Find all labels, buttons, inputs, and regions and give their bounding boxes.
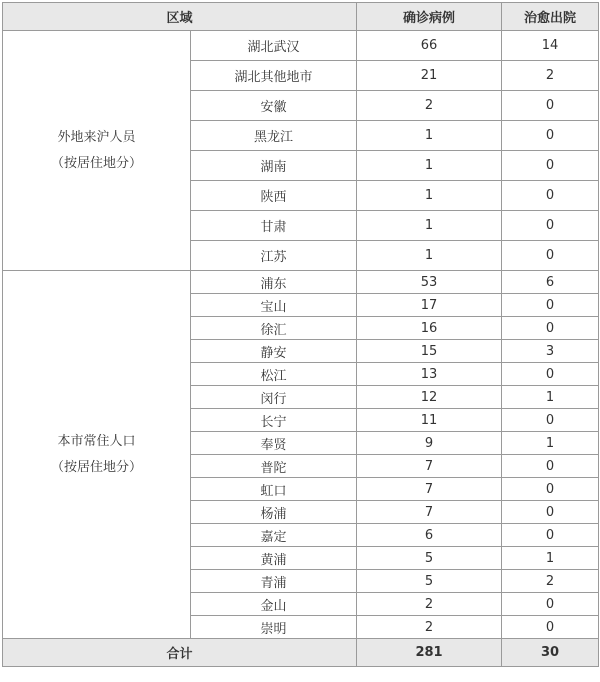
header-row (3, 3, 599, 31)
cell-confirmed: 2 (357, 616, 502, 639)
cell-area: 陕西 (191, 181, 357, 211)
cell-confirmed: 7 (357, 455, 502, 478)
header-recovered: 治愈出院 (502, 3, 599, 31)
cell-area: 金山 (191, 593, 357, 616)
cell-confirmed: 1 (357, 211, 502, 241)
cell-recovered: 0 (502, 478, 599, 501)
cell-confirmed: 1 (357, 241, 502, 271)
cell-confirmed: 53 (357, 271, 502, 294)
cell-confirmed: 7 (357, 501, 502, 524)
cell-area: 湖北武汉 (191, 31, 357, 61)
cell-confirmed: 66 (357, 31, 502, 61)
group-label-cell (3, 271, 191, 639)
cell-recovered: 3 (502, 340, 599, 363)
cell-recovered: 0 (502, 616, 599, 639)
group-label: 本市常住人口 (57, 433, 136, 449)
cell-confirmed: 6 (357, 524, 502, 547)
cell-confirmed: 1 (357, 121, 502, 151)
cell-confirmed: 2 (357, 91, 502, 121)
cell-recovered: 14 (502, 31, 599, 61)
cell-area: 长宁 (191, 409, 357, 432)
group-sublabel: （按居住地分） (50, 459, 142, 475)
cell-recovered: 0 (502, 241, 599, 271)
cell-recovered: 6 (502, 271, 599, 294)
cell-recovered: 0 (502, 91, 599, 121)
group-sublabel: （按居住地分） (50, 155, 142, 171)
case-table (2, 2, 599, 667)
cell-recovered: 1 (502, 432, 599, 455)
cell-area: 湖北其他地市 (191, 61, 357, 91)
cell-recovered: 0 (502, 501, 599, 524)
cell-recovered: 0 (502, 363, 599, 386)
cell-area: 宝山 (191, 294, 357, 317)
cell-recovered: 2 (502, 570, 599, 593)
cell-recovered: 0 (502, 294, 599, 317)
cell-recovered: 0 (502, 211, 599, 241)
cell-area: 黑龙江 (191, 121, 357, 151)
total-recovered: 30 (502, 639, 599, 667)
cell-area: 青浦 (191, 570, 357, 593)
cell-confirmed: 2 (357, 593, 502, 616)
cell-confirmed: 15 (357, 340, 502, 363)
total-confirmed: 281 (357, 639, 502, 667)
cell-area: 奉贤 (191, 432, 357, 455)
cell-area: 静安 (191, 340, 357, 363)
cell-area: 安徽 (191, 91, 357, 121)
cell-confirmed: 1 (357, 151, 502, 181)
table-row (3, 31, 599, 61)
cell-area: 普陀 (191, 455, 357, 478)
cell-area: 崇明 (191, 616, 357, 639)
cell-confirmed: 11 (357, 409, 502, 432)
header-region: 区域 (3, 3, 357, 31)
cell-area: 湖南 (191, 151, 357, 181)
cell-confirmed: 21 (357, 61, 502, 91)
cell-area: 黄浦 (191, 547, 357, 570)
cell-recovered: 0 (502, 317, 599, 340)
cell-recovered: 0 (502, 121, 599, 151)
header-confirmed: 确诊病例 (357, 3, 502, 31)
cell-confirmed: 1 (357, 181, 502, 211)
cell-confirmed: 5 (357, 570, 502, 593)
cell-area: 松江 (191, 363, 357, 386)
cell-recovered: 1 (502, 547, 599, 570)
cell-area: 浦东 (191, 271, 357, 294)
total-label: 合计 (3, 639, 357, 667)
cell-recovered: 0 (502, 151, 599, 181)
total-row (3, 639, 599, 667)
cell-recovered: 0 (502, 181, 599, 211)
cell-area: 徐汇 (191, 317, 357, 340)
cell-recovered: 0 (502, 524, 599, 547)
group-label: 外地来沪人员 (57, 129, 136, 145)
cell-confirmed: 7 (357, 478, 502, 501)
cell-recovered: 0 (502, 455, 599, 478)
cell-area: 甘肃 (191, 211, 357, 241)
cell-confirmed: 12 (357, 386, 502, 409)
cell-confirmed: 9 (357, 432, 502, 455)
table-row (3, 271, 599, 294)
cell-recovered: 1 (502, 386, 599, 409)
group-label-cell (3, 31, 191, 271)
cell-recovered: 0 (502, 593, 599, 616)
cell-area: 虹口 (191, 478, 357, 501)
cell-confirmed: 16 (357, 317, 502, 340)
cell-area: 嘉定 (191, 524, 357, 547)
cell-confirmed: 13 (357, 363, 502, 386)
cell-recovered: 0 (502, 409, 599, 432)
cell-recovered: 2 (502, 61, 599, 91)
cell-confirmed: 5 (357, 547, 502, 570)
cell-area: 江苏 (191, 241, 357, 271)
cell-area: 闵行 (191, 386, 357, 409)
cell-area: 杨浦 (191, 501, 357, 524)
cell-confirmed: 17 (357, 294, 502, 317)
